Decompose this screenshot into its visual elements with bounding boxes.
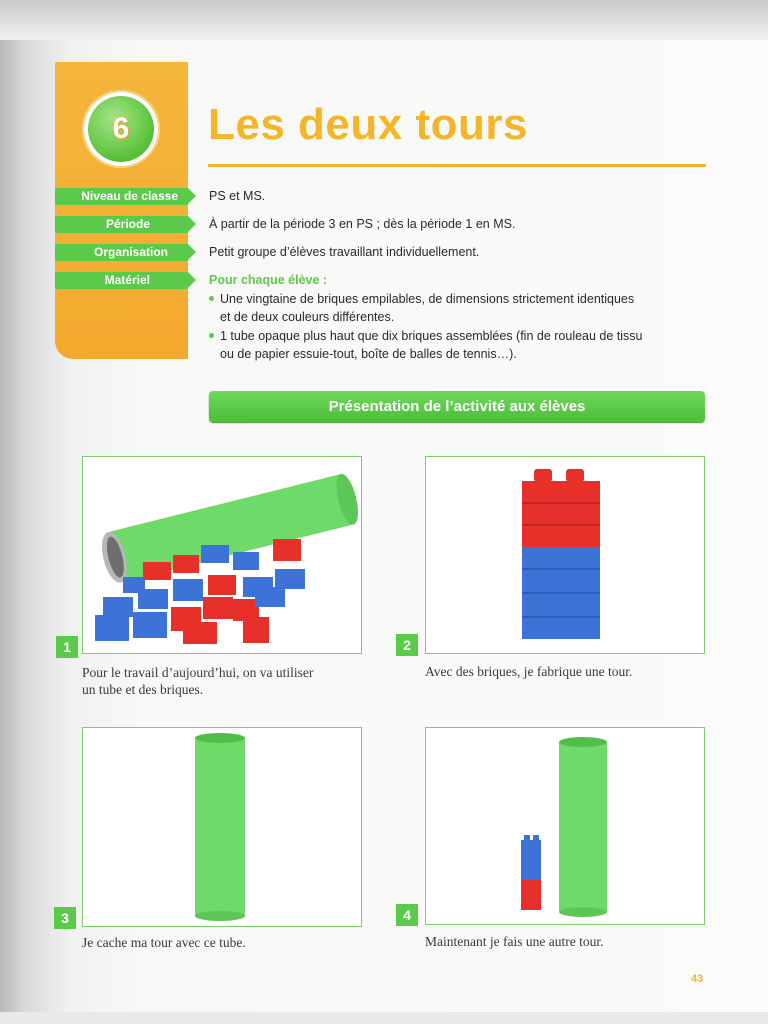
step-number: 2 [396,634,418,656]
label-materiel: Matériel [55,272,188,289]
materiel-item: Une vingtaine de briques empilables, de dimensions strictement identiques et de deux couleurs différentes. [209,290,689,326]
niveau-value: PS et MS. [209,189,266,203]
photo-second-tower [425,727,705,925]
materiel-heading: Pour chaque élève : [209,273,328,287]
activity-number: 6 [112,112,130,145]
section-banner: Présentation de l’activité aux élèves [209,391,705,422]
label-niveau: Niveau de classe [55,188,188,205]
materiel-item: 1 tube opaque plus haut que dix briques assemblées (fin de rouleau de tissu ou de papier essuie-tout, boîte de balles de tennis…). [209,327,689,363]
caption-step-2: Avec des briques, je fabrique une tour. [425,664,633,679]
title-underline [208,164,706,167]
label-organisation: Organisation [55,244,188,261]
page-title: Les deux tours [208,100,528,149]
photo-brick-tower [425,456,705,654]
periode-value: À partir de la période 3 en PS ; dès la période 1 en MS. [209,217,516,231]
step-number: 1 [56,636,78,658]
step-number: 4 [396,904,418,926]
caption-step-1: Pour le travail d’aujourd’hui, on va utiliser un tube et des briques. [82,665,314,697]
organisation-value: Petit groupe d’élèves travaillant individuellement. [209,245,480,259]
step-number: 3 [54,907,76,929]
photo-tube-hiding-tower [82,727,362,927]
top-shadow [0,0,768,40]
page-number: 43 [691,973,704,985]
photo-tube-and-bricks [82,456,362,654]
label-periode: Période [55,216,188,233]
caption-step-4: Maintenant je fais une autre tour. [425,934,604,949]
caption-step-3: Je cache ma tour avec ce tube. [82,935,246,950]
